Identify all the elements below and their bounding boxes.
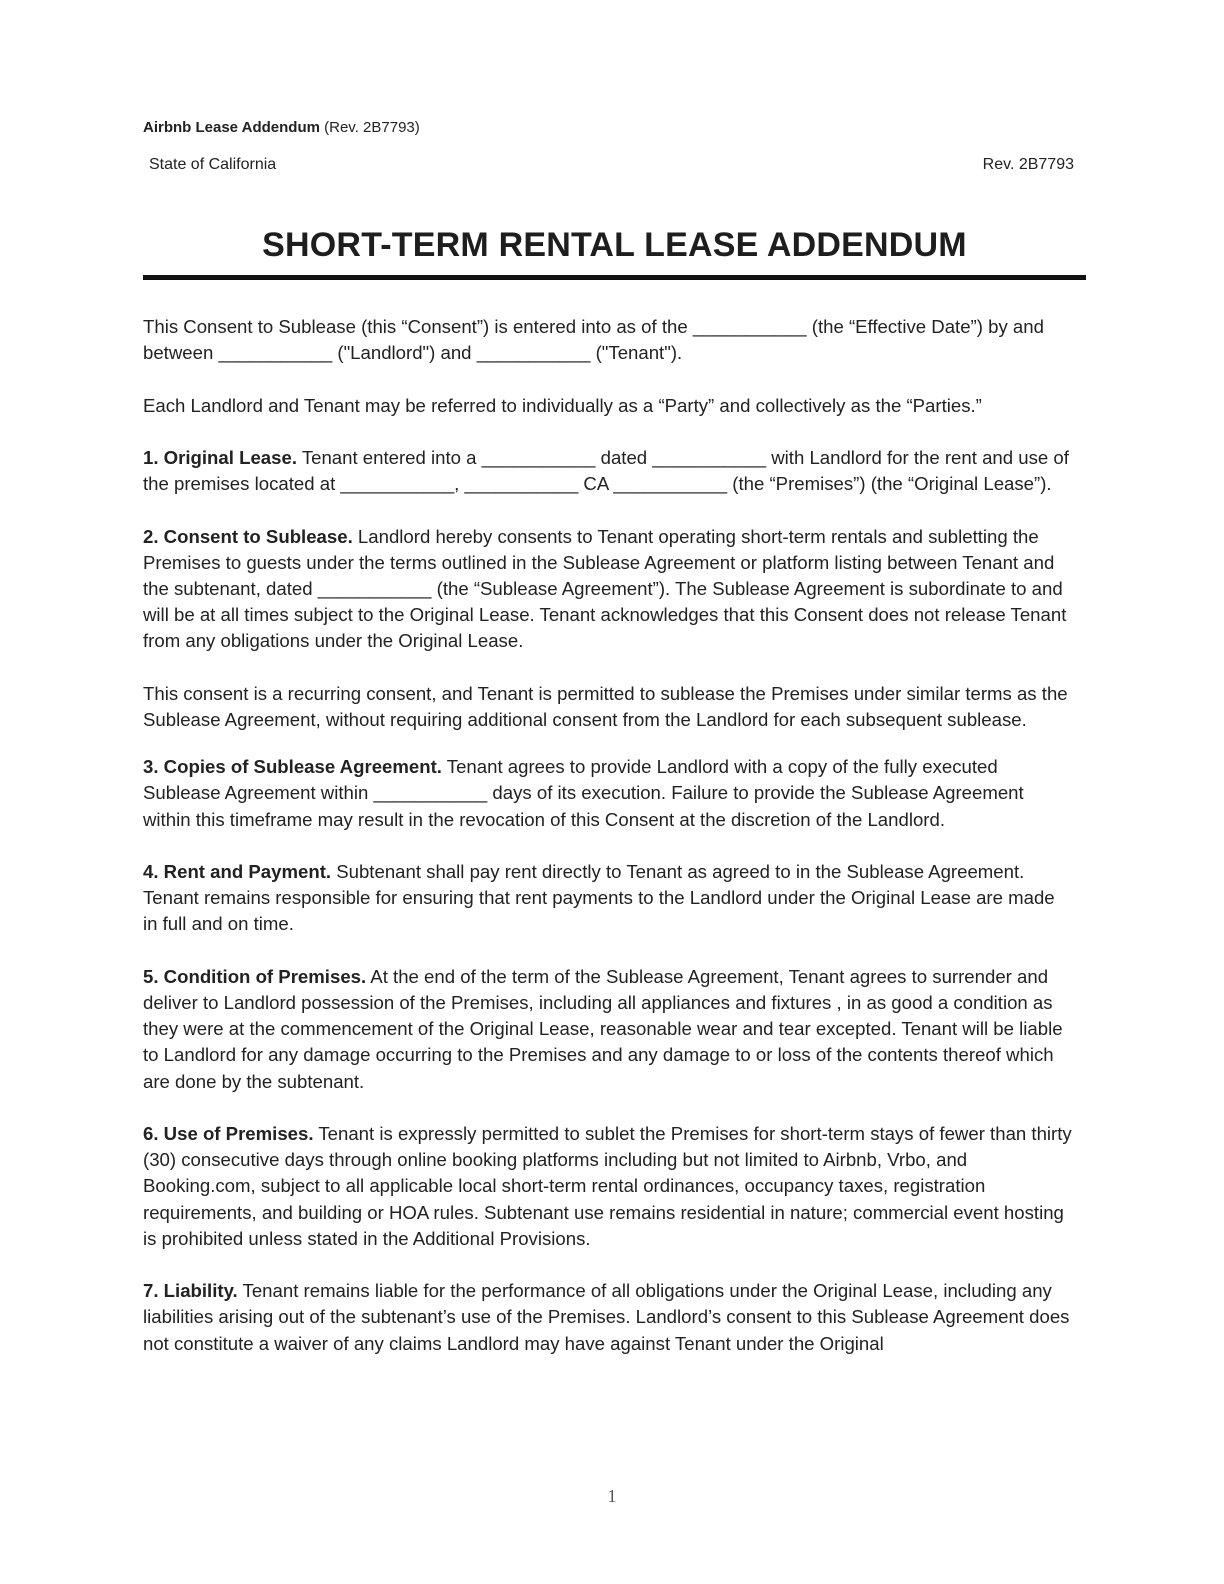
document-revision: (Rev. 2B7793): [324, 119, 420, 136]
state-label: State of California: [149, 156, 277, 173]
section-heading: 2. Consent to Sublease.: [143, 525, 353, 547]
document-header: [143, 119, 420, 136]
section-text: Landlord hereby consents to Tenant operating short-term rentals and subletting the Premises to guests under the terms outlined in the Sublease Agreement or platform listing between Tenant and the subtenant, dated ___________ (the “Sublease Agreement”). The Sublease Agreement is subordinate to and will be at all times subject to the Original Lease. Tenant acknowledges that this Consent does not release Tenant from any obligations under the Original Lease.: [143, 525, 1067, 652]
section-consent-to-sublease: [143, 524, 1073, 655]
section-heading: 7. Liability.: [143, 1280, 238, 1302]
section-rent-and-payment: [143, 859, 1073, 938]
page-number: 1: [607, 1486, 617, 1506]
section-text: This consent is a recurring consent, and Tenant is permitted to sublease the Premises under similar terms as the Sublease Agreement, without requiring additional consent from the Landlord for each subsequent sublease.: [143, 682, 1068, 730]
intro-paragraph: This Consent to Sublease (this “Consent”) is entered into as of the ___________ (the “Effective Date”) by and between ___________ ("Landlord") and ___________ ("Tenant").: [143, 316, 1044, 364]
section-text: Tenant is expressly permitted to sublet the Premises for short-term stays of fewer than thirty (30) consecutive days through online booking platforms including but not limited to Airbnb, Vrbo, and Booking.com, subject to all applicable local short-term rental ordinances, occupancy taxes, registration requirements, and building or HOA rules. Subtenant use remains residential in nature; commercial event hosting is prohibited unless stated in the Additional Provisions.: [143, 1122, 1072, 1249]
section-use-of-premises: [143, 1121, 1073, 1252]
section-text: Tenant remains liable for the performance of all obligations under the Original Lease, including any liabilities arising out of the subtenant’s use of the Premises. Landlord’s consent to this Sublease Agreement does not constitute a waiver of any claims Landlord may have against Tenant under the Original: [143, 1280, 1070, 1354]
section-original-lease: [143, 445, 1073, 497]
section-text: At the end of the term of the Sublease Agreement, Tenant agrees to surrender and deliver to Landlord possession of the Premises, including all appliances and fixtures , in as good a condition as they were at the commencement of the Original Lease, reasonable wear and tear excepted. Tenant will be liable to Landlord for any damage occurring to the Premises and any damage to or loss of the contents thereof which are done by the subtenant.: [143, 965, 1063, 1092]
meta-row: [143, 156, 1074, 174]
section-heading: 3. Copies of Sublease Agreement.: [143, 756, 442, 778]
section-text: Subtenant shall pay rent directly to Tenant as agreed to in the Sublease Agreement. Tenant remains responsible for ensuring that rent payments to the Landlord under the Original Lease are made in full and on time.: [143, 860, 1055, 935]
section-heading: 6. Use of Premises.: [143, 1122, 314, 1144]
section-heading: 4. Rent and Payment.: [143, 860, 332, 882]
recurring-consent-paragraph: [143, 681, 1073, 733]
title-divider: [143, 275, 1086, 280]
section-text: Tenant entered into a ___________ dated ___________ with Landlord for the rent and use of the premises located at ___________, ___________ CA ___________ (the “Premises”) (the “Original Lease”).: [143, 446, 1069, 495]
document-name: Airbnb Lease Addendum: [143, 119, 320, 136]
section-text: Tenant agrees to provide Landlord with a copy of the fully executed Sublease Agreement within ___________ days of its execution. Failure to provide the Sublease Agreement within this timeframe may result in the revocation of this Consent at the discretion of the Landlord.: [143, 756, 1024, 830]
parties-paragraph: Each Landlord and Tenant may be referred to individually as a “Party” and collectively as the “Parties.”: [143, 394, 982, 416]
document-body: [143, 314, 1073, 1357]
page-title: SHORT-TERM RENTAL LEASE ADDENDUM: [262, 226, 967, 264]
revision-label: Rev. 2B7793: [982, 156, 1074, 173]
section-copies-of-sublease: [143, 754, 1073, 833]
section-liability: [143, 1278, 1073, 1357]
section-heading: 1. Original Lease.: [143, 446, 297, 468]
section-heading: 5. Condition of Premises.: [143, 965, 367, 987]
section-condition-of-premises: [143, 964, 1073, 1095]
